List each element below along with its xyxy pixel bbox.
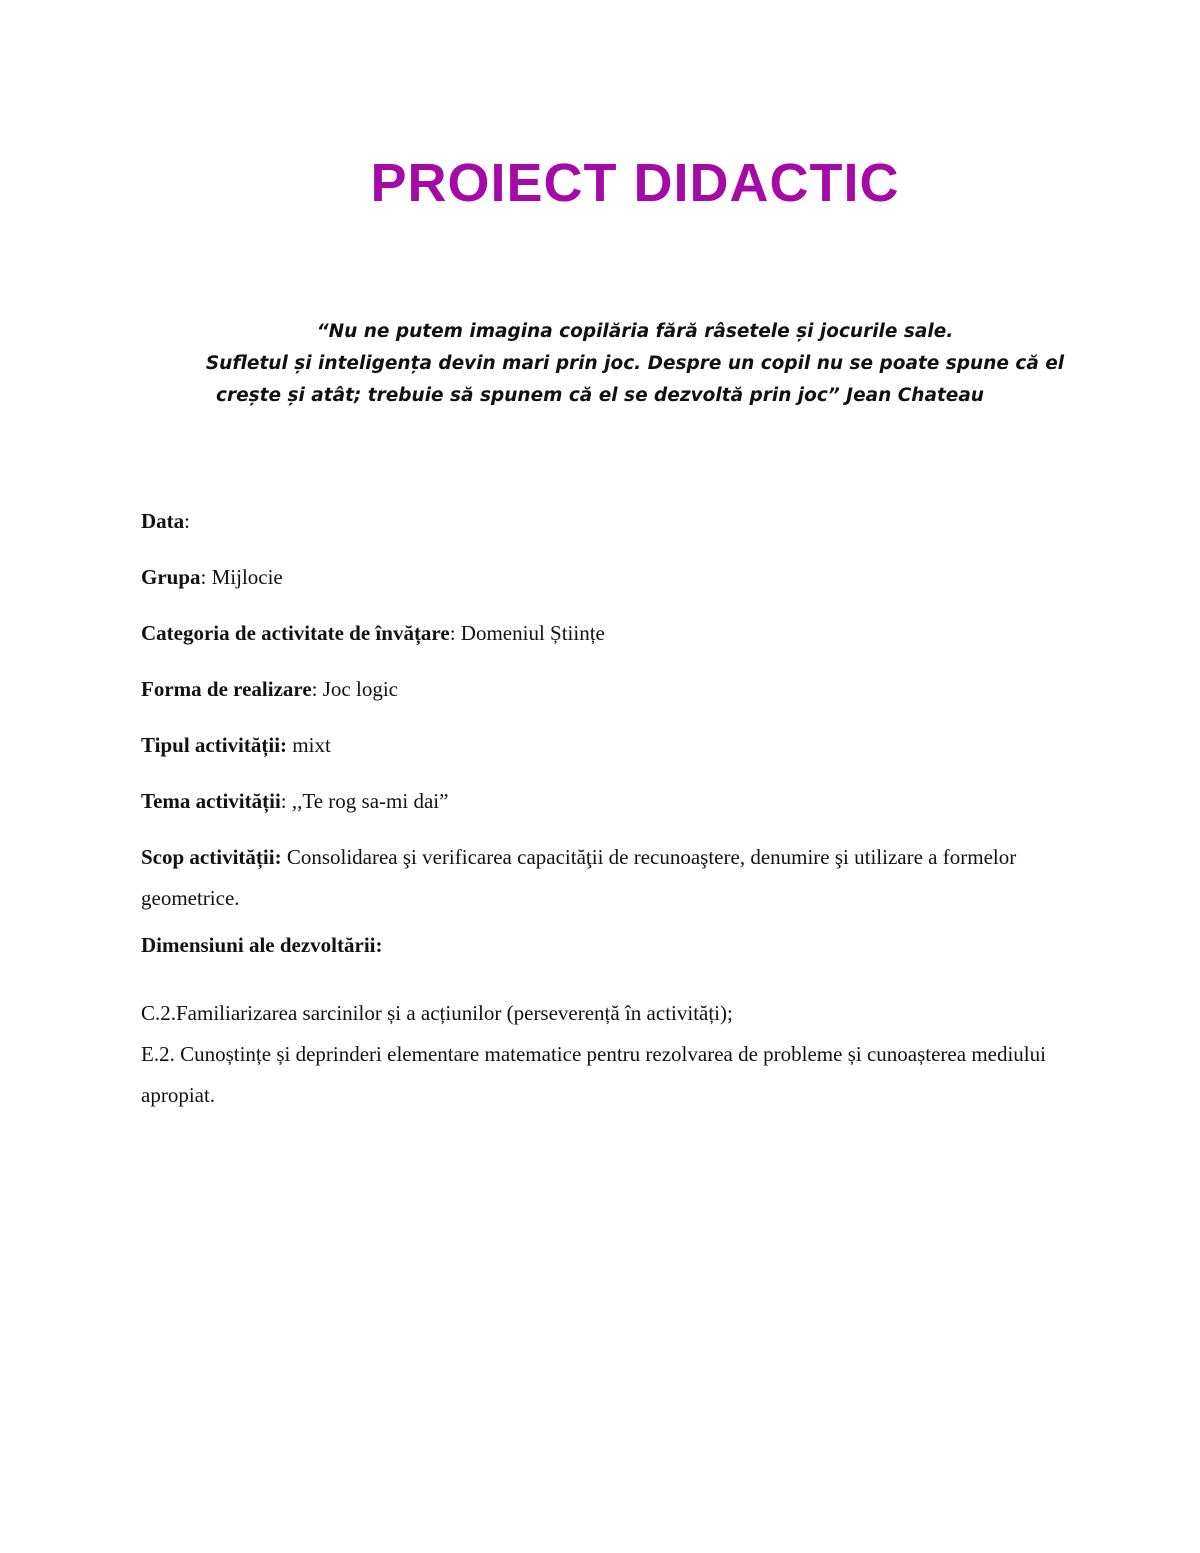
field-grupa [141,561,1061,617]
quote-line: Sufletul și inteligența devin mari prin joc. Despre un copil nu se poate spune că el [205,353,1065,374]
field-dimensiuni [141,929,1061,985]
field-value: Consolidarea şi verificarea capacităţii de recunoaştere, denumire şi utilizare a formelor geometrice. [141,845,1017,910]
project-details [141,505,1061,1116]
dimension-item: C.2.Familiarizarea sarcinilor și a acțiunilor (perseverență în activități); [141,1001,733,1025]
field-value: : Joc logic [311,677,398,701]
field-label: Tipul activității: [141,733,288,757]
field-label: Forma de realizare [141,677,312,701]
field-tema [141,785,1061,841]
field-value: : Domeniul Științe [449,621,605,645]
field-value: : Mijlocie [200,565,283,589]
field-value: : [184,509,191,533]
field-forma [141,673,1061,729]
field-value: : ,,Te rog sa-mi dai” [280,789,449,813]
quote-line: “Nu ne putem imagina copilăria fără râsetele și jocurile sale. [316,321,954,342]
field-label: Categoria de activitate de învățare [141,621,450,645]
field-data [141,505,1061,561]
field-tipul [141,729,1061,785]
field-label: Scop activității: [141,845,282,869]
quote-line: crește și atât; trebuie să spunem că el se dezvoltă prin joc” Jean Chateau [216,385,984,406]
field-scop [141,837,1061,919]
field-label: Dimensiuni ale dezvoltării: [141,933,383,957]
dimensions-list [141,993,1061,1116]
field-label: Data [141,509,185,533]
field-label: Tema activității [141,789,281,813]
epigraph-quote [0,316,1200,412]
page-title: PROIECT DIDACTIC [370,153,900,213]
field-label: Grupa [141,565,201,589]
field-categoria [141,617,1061,673]
field-value: mixt [287,733,331,757]
dimension-item: E.2. Cunoștințe și deprinderi elementare matematice pentru rezolvarea de probleme și cunoașterea mediului apropiat. [141,1042,1046,1107]
